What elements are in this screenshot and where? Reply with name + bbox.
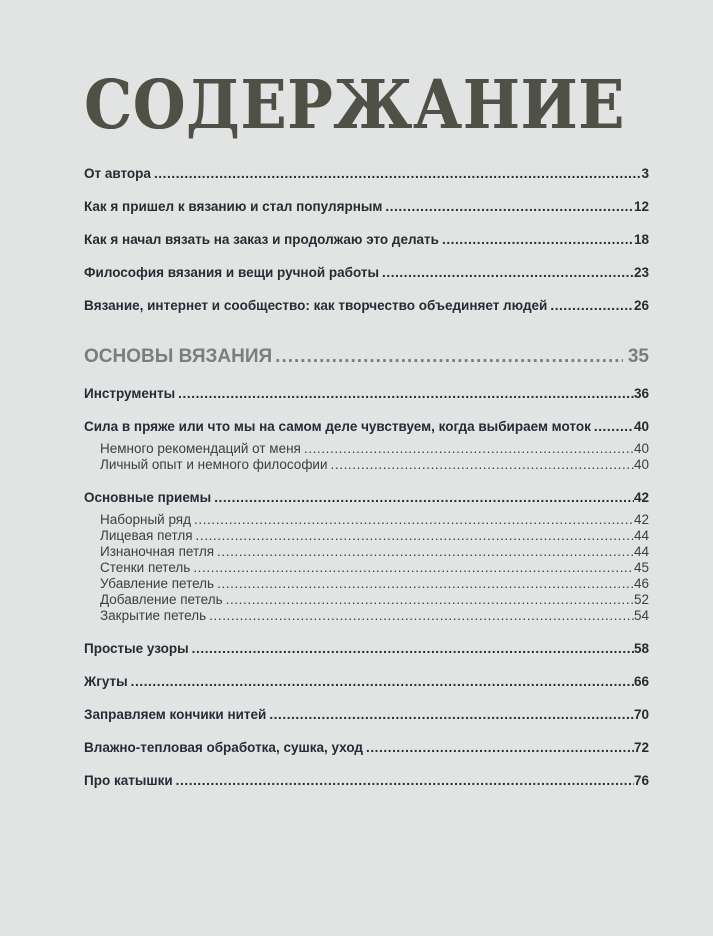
toc-entry xyxy=(84,345,649,369)
toc-entry-label: Вязание, интернет и сообщество: как творчество объединяет людей xyxy=(84,298,548,313)
toc-entry-page: 12 xyxy=(633,199,649,214)
toc-entry-label: Основные приемы xyxy=(84,490,212,505)
toc-entry-label: Личный опыт и немного философии xyxy=(100,457,328,472)
toc-entry-page: 76 xyxy=(633,773,649,788)
toc-entry-label: Стенки петель xyxy=(100,560,191,575)
toc-entry-label: Как я пришел к вязанию и стал популярным xyxy=(84,199,383,214)
toc-entry xyxy=(84,528,649,544)
toc-entry-label: Жгуты xyxy=(84,674,128,689)
toc-entry xyxy=(84,419,649,435)
toc-entry-page: 52 xyxy=(633,592,649,607)
dot-leader xyxy=(192,641,634,657)
toc-entry xyxy=(84,441,649,457)
dot-leader xyxy=(209,608,634,624)
toc-entry xyxy=(84,490,649,506)
dot-leader xyxy=(331,457,634,473)
toc-entry-page: 58 xyxy=(633,641,649,656)
toc-entry xyxy=(84,232,649,248)
toc-entry xyxy=(84,592,649,608)
dot-leader xyxy=(226,592,634,608)
toc-entry-page: 26 xyxy=(633,298,649,313)
toc-entry-page: 40 xyxy=(633,419,649,434)
toc-list xyxy=(84,166,649,789)
toc-entry-label: Добавление петель xyxy=(100,592,223,607)
toc-entry-page: 72 xyxy=(633,740,649,755)
toc-entry-page: 18 xyxy=(633,232,649,247)
dot-leader xyxy=(385,199,634,215)
toc-entry xyxy=(84,740,649,756)
dot-leader xyxy=(176,773,634,789)
dot-leader xyxy=(275,345,623,369)
dot-leader xyxy=(196,528,634,544)
toc-entry xyxy=(84,641,649,657)
toc-entry-label: Изнаночная петля xyxy=(100,544,215,559)
toc-entry-page: 45 xyxy=(633,560,649,575)
dot-leader xyxy=(154,166,642,182)
dot-leader xyxy=(131,674,634,690)
toc-entry xyxy=(84,265,649,281)
toc-entry-label: Убавление петель xyxy=(100,576,215,591)
toc-entry-label: Заправляем кончики нитей xyxy=(84,707,267,722)
toc-entry-label: Лицевая петля xyxy=(100,528,193,543)
toc-entry xyxy=(84,199,649,215)
dot-leader xyxy=(178,386,634,402)
toc-entry-label: Как я начал вязать на заказ и продолжаю это делать xyxy=(84,232,439,247)
toc-entry-page: 40 xyxy=(633,457,649,472)
toc-entry xyxy=(84,707,649,723)
toc-entry-label: Влажно-тепловая обработка, сушка, уход xyxy=(84,740,363,755)
toc-entry-page: 70 xyxy=(633,707,649,722)
dot-leader xyxy=(382,265,634,281)
dot-leader xyxy=(269,707,634,723)
toc-entry xyxy=(84,512,649,528)
toc-entry xyxy=(84,608,649,624)
toc-entry xyxy=(84,457,649,473)
dot-leader xyxy=(550,298,634,314)
dot-leader xyxy=(366,740,634,756)
toc-entry xyxy=(84,386,649,402)
toc-entry-label: Философия вязания и вещи ручной работы xyxy=(84,265,380,280)
toc-entry-page: 40 xyxy=(633,441,649,456)
toc-entry-page: 35 xyxy=(627,346,649,367)
toc-entry-label: Про катышки xyxy=(84,773,173,788)
dot-leader xyxy=(594,419,634,435)
dot-leader xyxy=(442,232,634,248)
toc-entry-page: 3 xyxy=(641,166,649,181)
toc-entry-page: 44 xyxy=(633,544,649,559)
toc-entry-page: 23 xyxy=(633,265,649,280)
toc-entry-label: Инструменты xyxy=(84,386,176,401)
toc-entry xyxy=(84,166,649,182)
toc-entry-label: Сила в пряже или что мы на самом деле чувствуем, когда выбираем моток xyxy=(84,419,591,434)
toc-entry-page: 44 xyxy=(633,528,649,543)
toc-entry xyxy=(84,773,649,789)
page-title: СОДЕРЖАНИЕ xyxy=(84,66,625,145)
toc-entry-label: Немного рекомендаций от меня xyxy=(100,441,301,456)
toc-entry-page: 36 xyxy=(633,386,649,401)
toc-entry-page: 42 xyxy=(633,490,649,505)
dot-leader xyxy=(214,490,634,506)
toc-entry-page: 46 xyxy=(633,576,649,591)
toc-entry-page: 42 xyxy=(633,512,649,527)
toc-entry xyxy=(84,560,649,576)
toc-entry-label: ОСНОВЫ ВЯЗАНИЯ xyxy=(84,346,273,367)
toc-entry-page: 54 xyxy=(633,608,649,623)
dot-leader xyxy=(193,560,634,576)
toc-entry-label: От автора xyxy=(84,166,151,181)
toc-entry-page: 66 xyxy=(633,674,649,689)
toc-entry-label: Простые узоры xyxy=(84,641,189,656)
dot-leader xyxy=(217,576,634,592)
dot-leader xyxy=(304,441,634,457)
toc-entry xyxy=(84,576,649,592)
toc-entry-label: Наборный ряд xyxy=(100,512,191,527)
dot-leader xyxy=(194,512,634,528)
toc-entry xyxy=(84,298,649,314)
toc-entry-label: Закрытие петель xyxy=(100,608,207,623)
toc-entry xyxy=(84,544,649,560)
toc-entry xyxy=(84,674,649,690)
dot-leader xyxy=(217,544,634,560)
